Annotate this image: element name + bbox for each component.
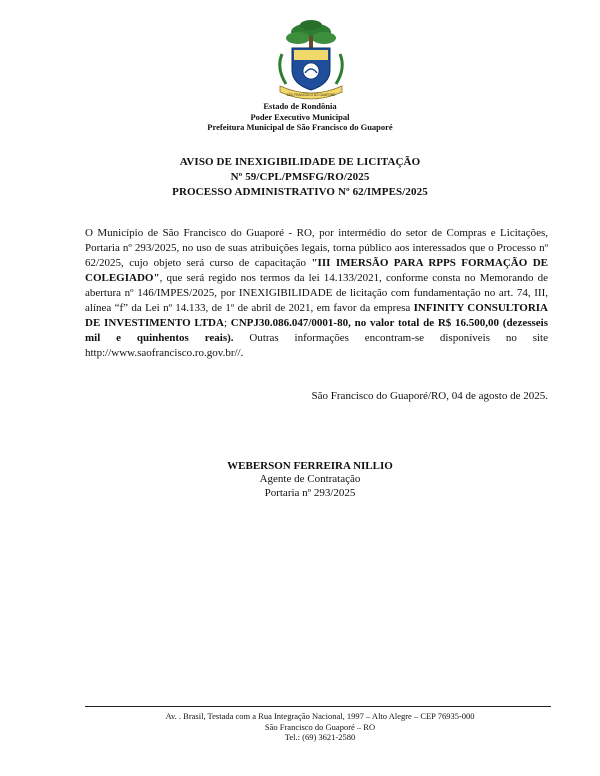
executive-branch: Poder Executivo Municipal [250,111,350,122]
footer-phone: Tel.: (69) 3621-2580 [284,732,356,742]
letterhead [0,101,600,133]
state-name: Estado de Rondônia [263,101,337,111]
municipal-coat-of-arms [270,18,352,104]
body-separator: ; [223,317,231,329]
tree-canopy [286,20,336,48]
signer-role: Agente de Contratação [259,473,361,485]
process-number: PROCESSO ADMINISTRATIVO Nº 62/IMPES/2025 [172,186,428,198]
signature-block [0,459,600,500]
signer-name: WEBERSON FERREIRA NILLIO [227,460,393,472]
footer-divider [85,706,551,707]
company-name: INFINITY CONSULTORIA DE INVESTIMENTO LTDA [85,302,548,329]
notice-title-block [0,155,600,200]
cnpj-and-value: CNPJ30.086.047/0001-80, no valor total de R$ 16.500,00 (dezesseis mil e quinhentos reais). [85,317,548,344]
footer [0,711,600,743]
prefecture-name: Prefeitura Municipal de São Francisco do Guaporé [207,122,393,132]
body-intro: O Município de São Francisco do Guaporé - RO, por intermédio do setor de Compras e Licitações, Portaria nº 293/2025, no uso de suas atribuições legais, torna público aos interessados que o Processo nº 62/2025, cujo objeto será curso de capacitação [85,227,548,269]
course-name: "III IMERSÃO PARA RPPS FORMAÇÃO DE COLEGIADO" [85,257,548,284]
body-legal-basis: , que será regido nos termos da lei 14.133/2021, conforme consta no Memorando de abertura nº 146/IMPES/2025, por INEXIGIBILIDADE de licitação com fundamentação no art. 74, III, alínea “f” da Lei nº 14.133, de 1º de abril de 2021, em favor da empresa [85,272,548,314]
date-line: São Francisco do Guaporé/RO, 04 de agosto de 2025. [311,390,548,402]
footer-city: São Francisco do Guaporé – RO [264,721,376,732]
signer-ordinance: Portaria nº 293/2025 [264,486,356,499]
body-closing: Outras informações encontram-se disponíveis no site http://www.saofrancisco.ro.gov.br//. [85,332,548,359]
notice-body [85,226,548,361]
crest-motto: SÃO FRANCISCO DO GUAPORÉ [286,93,336,97]
footer-address: Av. . Brasil, Testada com a Rua Integração Nacional, 1997 – Alto Alegre – CEP 76935-000 [165,711,475,721]
notice-title: AVISO DE INEXIGIBILIDADE DE LICITAÇÃO [179,156,421,168]
notice-number: Nº 59/CPL/PMSFG/RO/2025 [230,171,370,183]
